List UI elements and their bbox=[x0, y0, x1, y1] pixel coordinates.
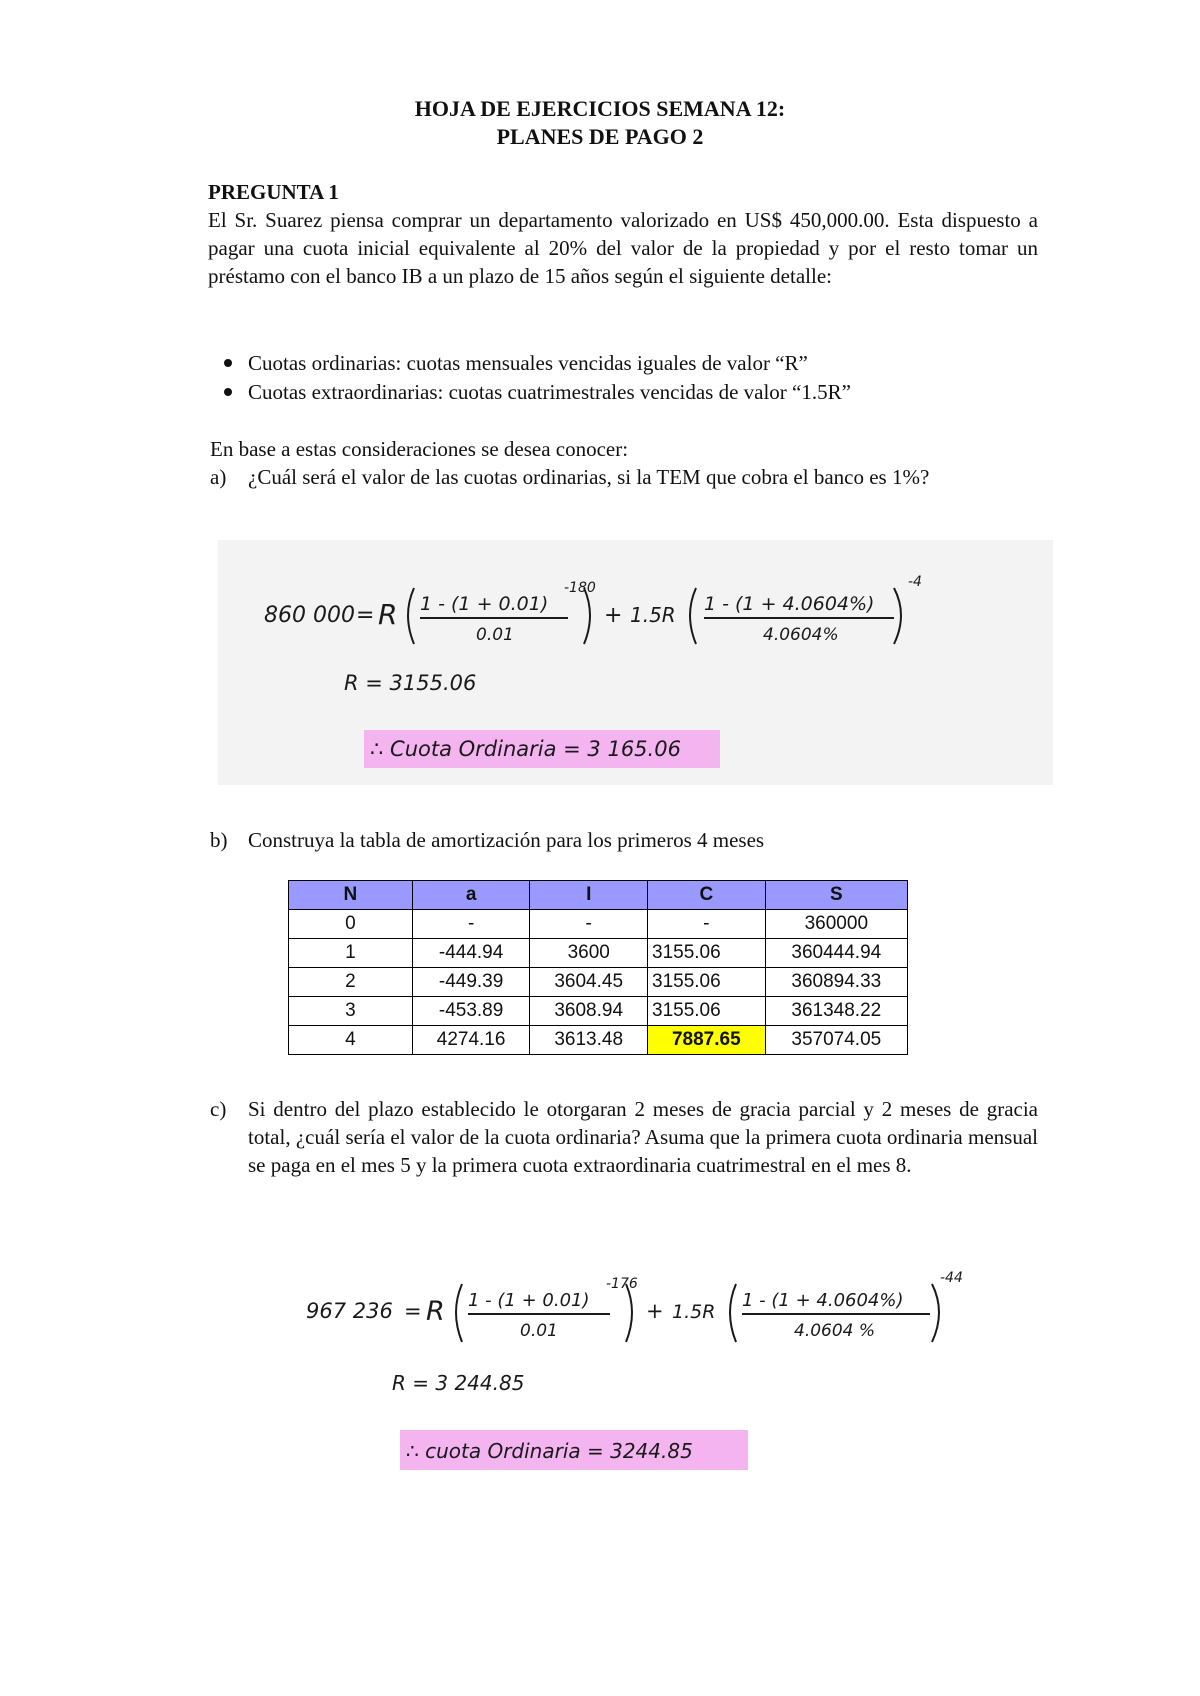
hand-exp2: -4 bbox=[908, 574, 922, 590]
table-cell: 360444.94 bbox=[765, 939, 907, 968]
hand-coef2: 1.5R bbox=[672, 1301, 716, 1323]
table-cell: 3608.94 bbox=[530, 997, 648, 1026]
part-a-text: ¿Cuál será el valor de las cuotas ordinarias, si la TEM que cobra el banco es 1%? bbox=[248, 465, 930, 489]
part-c-label: c) bbox=[210, 1097, 227, 1121]
hand-num2: 1 - (1 + 4.0604%) bbox=[704, 593, 875, 615]
hand-coef2: 1.5R bbox=[630, 603, 676, 627]
table-row bbox=[289, 968, 908, 997]
table-cell: 357074.05 bbox=[765, 1026, 907, 1055]
part-c-text: Si dentro del plazo establecido le otorgaran 2 meses de gracia parcial y 2 meses de gracia total, ¿cuál sería el valor de la cuota ordinaria? Asuma que la primera cuota ordinaria mensual se paga en el mes 5 y la primera cuota extraordinaria cuatrimestral en el mes 8. bbox=[248, 1097, 1038, 1177]
table-cell: 361348.22 bbox=[765, 997, 907, 1026]
column-header: N bbox=[289, 881, 413, 910]
hand-eq: = bbox=[356, 603, 375, 628]
hand-result: R = 3 244.85 bbox=[392, 1371, 525, 1395]
bullet-dot-icon bbox=[224, 388, 232, 396]
column-header: a bbox=[412, 881, 530, 910]
handwritten-solution-c bbox=[300, 1250, 1060, 1480]
paren-right-icon bbox=[626, 1284, 632, 1342]
table-cell: 2 bbox=[289, 968, 413, 997]
table-cell: 3155.06 bbox=[648, 939, 766, 968]
hand-den1: 0.01 bbox=[520, 1321, 558, 1341]
table-cell: -444.94 bbox=[412, 939, 530, 968]
bullet-item: Cuotas ordinarias: cuotas mensuales vencidas iguales de valor “R” bbox=[248, 349, 808, 377]
handwritten-solution-a bbox=[218, 540, 1053, 785]
table-cell: 0 bbox=[289, 910, 413, 939]
table-header-row bbox=[289, 881, 908, 910]
table-cell: 3613.48 bbox=[530, 1026, 648, 1055]
table-cell: 1 bbox=[289, 939, 413, 968]
hand-den2: 4.0604% bbox=[763, 625, 839, 645]
bullet-dot-icon bbox=[224, 359, 232, 367]
table-cell: 360000 bbox=[765, 910, 907, 939]
highlighted-cell: 7887.65 bbox=[648, 1026, 766, 1055]
table-cell: - bbox=[412, 910, 530, 939]
table-row bbox=[289, 910, 908, 939]
column-header: I bbox=[530, 881, 648, 910]
hand-num1: 1 - (1 + 0.01) bbox=[468, 1290, 590, 1311]
part-b-text: Construya la tabla de amortización para los primeros 4 meses bbox=[248, 828, 765, 852]
hand-eq: = bbox=[404, 1299, 422, 1323]
table-cell: -449.39 bbox=[412, 968, 530, 997]
hand-plus: + bbox=[604, 603, 623, 628]
question-intro: El Sr. Suarez piensa comprar un departamento valorizado en US$ 450,000.00. Esta dispuesto a pagar una cuota inicial equivalente al 20% del valor de la propiedad y por el resto tomar un préstamo con el banco IB a un plazo de 15 años según el siguiente detalle: bbox=[208, 208, 1038, 288]
hand-exp2: -44 bbox=[940, 1270, 963, 1286]
paren-left-icon bbox=[456, 1284, 462, 1342]
table-cell: 3600 bbox=[530, 939, 648, 968]
paren-left-icon bbox=[730, 1284, 736, 1342]
table-row bbox=[289, 1026, 908, 1055]
table-cell: 4274.16 bbox=[412, 1026, 530, 1055]
table-cell: 3155.06 bbox=[648, 997, 766, 1026]
table-cell: -453.89 bbox=[412, 997, 530, 1026]
hand-num1: 1 - (1 + 0.01) bbox=[420, 593, 549, 615]
hand-den2: 4.0604 % bbox=[794, 1321, 876, 1341]
hand-den1: 0.01 bbox=[476, 625, 514, 645]
hand-R: R bbox=[426, 1296, 445, 1327]
hand-conclusion: ∴ Cuota Ordinaria = 3 165.06 bbox=[370, 737, 681, 761]
column-header: S bbox=[765, 881, 907, 910]
table-cell: 3 bbox=[289, 997, 413, 1026]
hand-exp1: -176 bbox=[606, 1276, 638, 1292]
hand-exp1: -180 bbox=[564, 580, 596, 596]
hand-R: R bbox=[378, 598, 398, 631]
column-header: C bbox=[648, 881, 766, 910]
document-subtitle: PLANES DE PAGO 2 bbox=[496, 124, 704, 149]
table-row bbox=[289, 939, 908, 968]
hand-plus: + bbox=[646, 1299, 664, 1323]
hand-lhs: 860 000 bbox=[264, 603, 355, 628]
table-cell: 3155.06 bbox=[648, 968, 766, 997]
document-title: HOJA DE EJERCICIOS SEMANA 12: bbox=[414, 96, 786, 121]
bullet-item: Cuotas extraordinarias: cuotas cuatrimestrales vencidas de valor “1.5R” bbox=[248, 378, 851, 406]
hand-result: R = 3155.06 bbox=[344, 671, 477, 695]
part-a-label: a) bbox=[210, 465, 227, 489]
table-cell: 4 bbox=[289, 1026, 413, 1055]
table-cell: - bbox=[648, 910, 766, 939]
paren-right-icon bbox=[932, 1284, 939, 1342]
hand-lhs: 967 236 bbox=[306, 1299, 393, 1323]
table-cell: 3604.45 bbox=[530, 968, 648, 997]
hand-conclusion: ∴ cuota Ordinaria = 3244.85 bbox=[406, 1439, 693, 1463]
hand-num2: 1 - (1 + 4.0604%) bbox=[742, 1290, 904, 1311]
question-heading: PREGUNTA 1 bbox=[208, 180, 339, 204]
lead-text: En base a estas consideraciones se desea conocer: bbox=[210, 437, 629, 461]
amortization-table bbox=[288, 880, 908, 1055]
table-cell: 360894.33 bbox=[765, 968, 907, 997]
table-row bbox=[289, 997, 908, 1026]
part-b-label: b) bbox=[210, 828, 228, 852]
table-cell: - bbox=[530, 910, 648, 939]
